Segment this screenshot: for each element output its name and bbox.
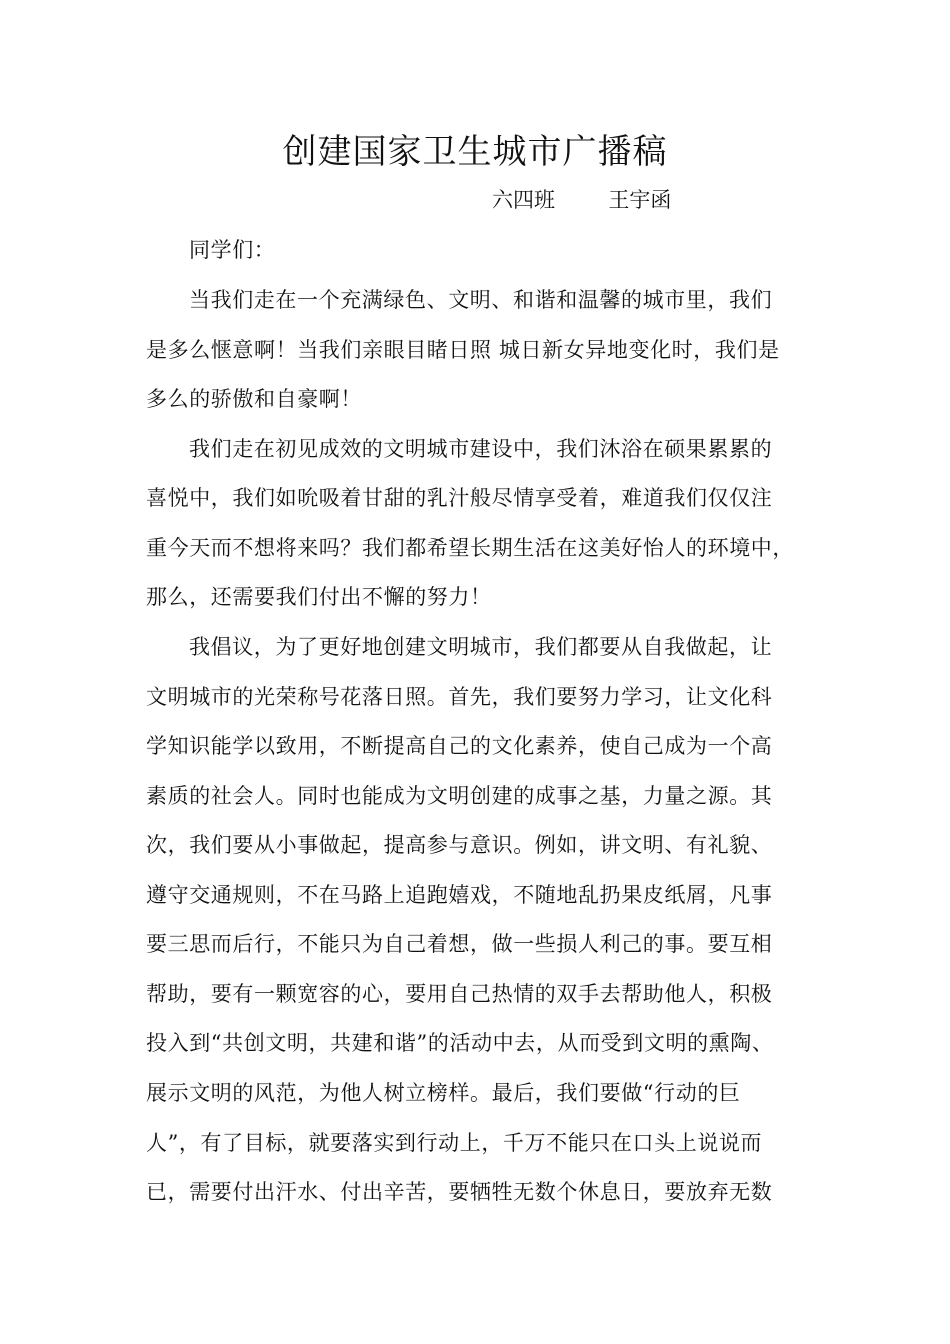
paragraph-3-line-1: 我倡议，为了更好地创建文明城市，我们都要从自我做起，让 [189, 635, 773, 659]
salutation: 同学们： [189, 238, 276, 262]
paragraph-1-line-2: 是多么惬意啊！当我们亲眼目睹日照 城日新女异地变化时，我们是 [146, 338, 780, 362]
paragraph-3-line-2: 文明城市的光荣称号花落日照。首先，我们要努力学习，让文化科 [146, 685, 773, 709]
paragraph-3-line-12: 已，需要付出汗水、付出辛苦，要牺牲无数个休息日，要放弃无数 [146, 1180, 773, 1204]
paragraph-3-line-5: 次，我们要从小事做起，提高参与意识。例如，讲文明、有礼貌、 [146, 833, 773, 857]
byline-author: 王宇函 [608, 188, 672, 212]
paragraph-3-line-6: 遵守交通规则，不在马路上追跑嬉戏，不随地乱扔果皮纸屑，凡事 [146, 883, 773, 907]
paragraph-3-line-3: 学知识能学以致用，不断提高自己的文化素养，使自己成为一个高 [146, 734, 773, 758]
paragraph-1-line-3: 多么的骄傲和自豪啊！ [146, 387, 362, 411]
paragraph-3-line-9: 投入到“共创文明，共建和谐”的活动中去，从而受到文明的熏陶、 [146, 1031, 774, 1055]
paragraph-3-line-4: 素质的社会人。同时也能成为文明创建的成事之基，力量之源。其 [146, 784, 773, 808]
paragraph-2-line-1: 我们走在初见成效的文明城市建设中，我们沐浴在硕果累累的 [189, 437, 773, 461]
byline [492, 184, 671, 216]
paragraph-3-line-11: 人”，有了目标，就要落实到行动上，千万不能只在口头上说说而 [146, 1131, 763, 1155]
paragraph-1-line-1: 当我们走在一个充满绿色、文明、和谐和温馨的城市里，我们 [189, 288, 773, 312]
paragraph-2-line-4: 那么，还需要我们付出不懈的努力！ [146, 585, 492, 609]
document-title: 创建国家卫生城市广播稿 [282, 132, 668, 172]
paragraph-2-line-2: 喜悦中，我们如吮吸着甘甜的乳汁般尽情享受着，难道我们仅仅注 [146, 486, 773, 510]
paragraph-3-line-8: 帮助，要有一颗宽容的心，要用自己热情的双手去帮助他人，积极 [146, 982, 773, 1006]
byline-class: 六四班 [492, 188, 555, 212]
paragraph-3-line-7: 要三思而后行，不能只为自己着想，做一些损人利己的事。要互相 [146, 932, 773, 956]
paragraph-3-line-10: 展示文明的风范，为他人树立榜样。最后，我们要做“行动的巨 [146, 1081, 741, 1105]
paragraph-2-line-3: 重今天而不想将来吗？我们都希望长期生活在这美好怡人的环境中， [146, 536, 794, 560]
